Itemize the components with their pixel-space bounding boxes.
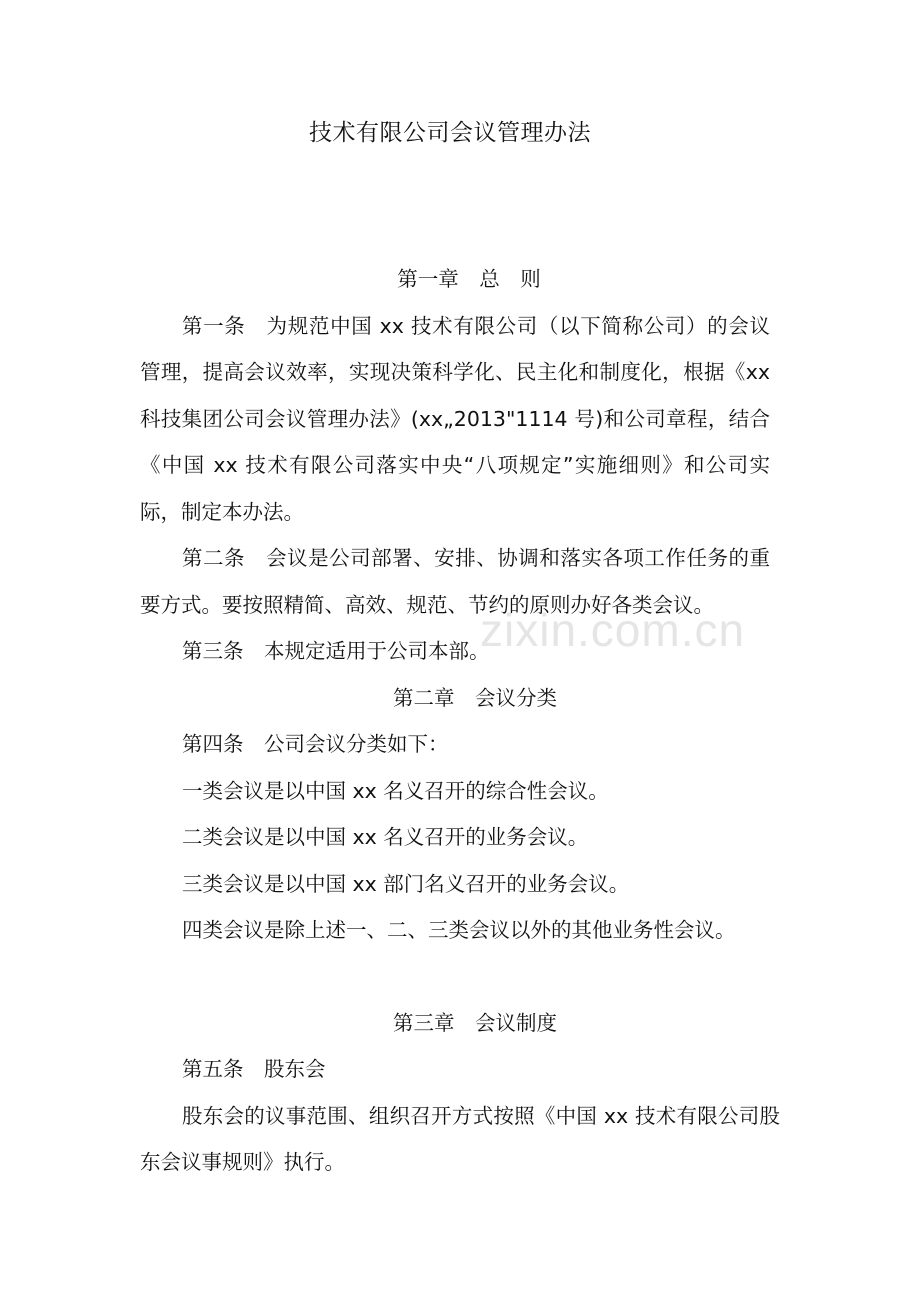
article-5: 第五条 股东会 xyxy=(182,1057,326,1081)
article-3: 第三条 本规定适用于公司本部。 xyxy=(182,639,490,663)
document-title: 技术有限公司会议管理办法 xyxy=(309,120,591,146)
section-spacer xyxy=(140,954,770,1000)
article-5-body: 股东会的议事范围、组织召开方式按照《中国 xx 技术有限公司股东会议事规则》执行。 xyxy=(140,1103,780,1174)
document-body xyxy=(140,256,780,1186)
list-item: 一类会议是以中国 xx 名义召开的综合性会议。 xyxy=(182,778,609,803)
article-2: 第二条 会议是公司部署、安排、协调和落实各项工作任务的重要方式。要按照精简、高效、规范、节约的原则办好各类会议。 xyxy=(140,546,770,617)
watermark-text: zixin.com.cn xyxy=(480,604,746,656)
article-1: 第一条 为规范中国 xx 技术有限公司（以下简称公司）的会议管理，提高会议效率，实现决策科学化、民主化和制度化，根据《xx科技集团公司会议管理办法》(xx„2013"1114 号)和公司章程，结合《中国 xx 技术有限公司落实中央“八项规定”实施细则》和公司实际，制定本办法。 xyxy=(140,313,770,524)
article-4: 第四条 公司会议分类如下： xyxy=(182,732,449,756)
list-item: 二类会议是以中国 xx 名义召开的业务会议。 xyxy=(182,825,589,849)
chapter-2-heading: 第二章 会议分类 xyxy=(393,685,557,710)
list-item: 四类会议是除上述一、二、三类会议以外的其他业务性会议。 xyxy=(182,918,736,942)
chapter-3-heading: 第三章 会议制度 xyxy=(393,1010,557,1035)
list-item: 三类会议是以中国 xx 部门名义召开的业务会议。 xyxy=(182,871,630,896)
chapter-1-heading: 第一章 总 则 xyxy=(397,267,541,291)
